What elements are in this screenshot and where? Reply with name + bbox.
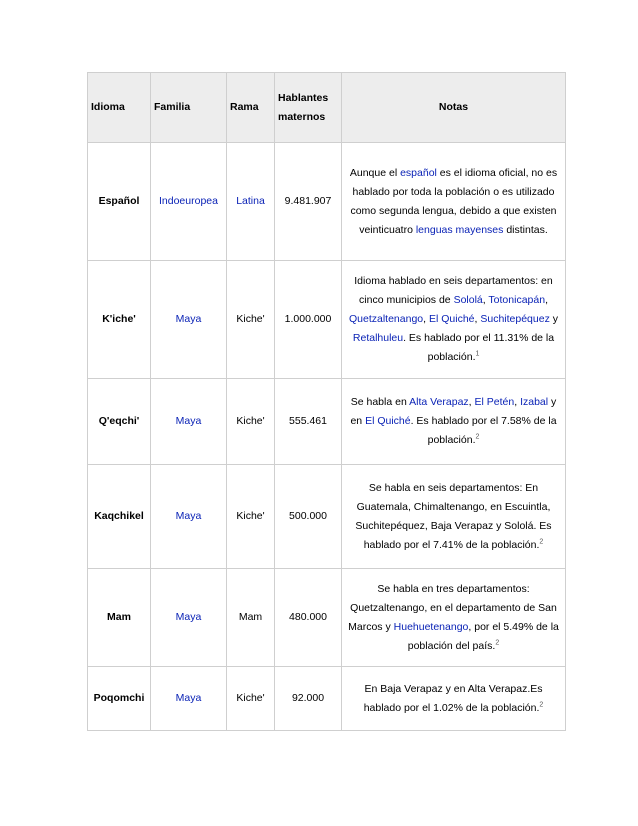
cell-idioma bbox=[88, 569, 151, 667]
note-link[interactable]: Quetzaltenango bbox=[348, 313, 424, 325]
cell-rama bbox=[227, 261, 275, 379]
cell-familia bbox=[151, 465, 227, 569]
cell-rama-text: Kiche' bbox=[236, 313, 265, 325]
note-text: Se habla en seis departamentos: En Guatemala, Chimaltenango, en Escuintla, Suchitepéquez, Baja Verapaz y Sololá. Es hablado por el 7.41% de la población. bbox=[355, 481, 552, 551]
cell-hablantes-text: 500.000 bbox=[289, 510, 327, 522]
cell-hablantes-text: 555.461 bbox=[289, 415, 327, 427]
note-text: , bbox=[423, 313, 429, 325]
note-link[interactable]: Izabal bbox=[520, 396, 549, 408]
cell-familia-text[interactable]: Maya bbox=[175, 692, 202, 704]
note-text: . Es hablado por el 7.58% de la población. bbox=[410, 415, 557, 446]
header-rama: Rama bbox=[227, 73, 275, 143]
header-idioma: Idioma bbox=[88, 73, 151, 143]
table-row bbox=[88, 569, 566, 667]
cell-notas bbox=[342, 261, 566, 379]
cell-idioma-text: K'iche' bbox=[102, 313, 136, 325]
cell-familia-text[interactable]: Maya bbox=[175, 510, 202, 522]
note-text: , bbox=[514, 396, 521, 408]
cell-idioma-text: Poqomchi bbox=[93, 692, 145, 704]
note-text: , por el 5.49% de la población del país. bbox=[407, 620, 559, 652]
cell-idioma bbox=[88, 465, 151, 569]
cell-notas bbox=[342, 465, 566, 569]
cell-notas bbox=[342, 379, 566, 465]
cell-idioma-text: Q'eqchi' bbox=[98, 415, 140, 427]
footnote-ref[interactable]: 2 bbox=[475, 433, 480, 441]
cell-hablantes bbox=[275, 143, 342, 261]
cell-rama bbox=[227, 143, 275, 261]
cell-rama-text: Kiche' bbox=[236, 692, 265, 704]
header-familia: Familia bbox=[151, 73, 227, 143]
table-row bbox=[88, 667, 566, 731]
cell-familia bbox=[151, 379, 227, 465]
note-text: , bbox=[482, 294, 489, 306]
note-link[interactable]: Sololá bbox=[453, 294, 483, 306]
cell-hablantes bbox=[275, 667, 342, 731]
cell-hablantes-text: 1.000.000 bbox=[284, 313, 332, 325]
note-link[interactable]: Totonicapán bbox=[488, 294, 546, 306]
cell-familia-text[interactable]: Maya bbox=[175, 313, 202, 325]
header-hablantes-line2: maternos bbox=[278, 110, 326, 123]
header-row bbox=[88, 73, 566, 143]
note-link[interactable]: Alta Verapaz bbox=[409, 396, 469, 408]
cell-hablantes-text: 92.000 bbox=[291, 692, 325, 704]
languages-table bbox=[87, 72, 566, 731]
cell-rama bbox=[227, 379, 275, 465]
note-link[interactable]: español bbox=[400, 166, 437, 179]
cell-rama-text: Mam bbox=[238, 611, 263, 623]
note-link[interactable]: Huehuetenango bbox=[393, 620, 469, 633]
footnote-ref[interactable]: 2 bbox=[495, 639, 500, 646]
cell-familia bbox=[151, 143, 227, 261]
cell-hablantes bbox=[275, 261, 342, 379]
cell-notas bbox=[342, 667, 566, 731]
cell-idioma-text: Mam bbox=[107, 611, 131, 623]
cell-familia bbox=[151, 667, 227, 731]
header-hablantes bbox=[275, 73, 342, 143]
cell-rama-text[interactable]: Latina bbox=[236, 195, 265, 207]
footnote-ref[interactable]: 1 bbox=[475, 350, 480, 358]
cell-notas bbox=[342, 143, 566, 261]
note-text: Se habla en tres departamentos: Quetzaltenango, en el departamento de San Marcos y bbox=[348, 582, 557, 633]
note-link[interactable]: Suchitepéquez bbox=[480, 313, 550, 325]
note-text: distintas. bbox=[503, 223, 548, 236]
cell-idioma-text: Español bbox=[98, 195, 140, 207]
cell-familia bbox=[151, 261, 227, 379]
note-link[interactable]: El Quiché bbox=[365, 415, 411, 427]
note-text: , bbox=[474, 313, 481, 325]
note-text: Idioma hablado en seis departamentos: en cinco municipios de bbox=[354, 275, 553, 306]
cell-familia bbox=[151, 569, 227, 667]
footnote-ref[interactable]: 2 bbox=[539, 701, 544, 708]
table-row bbox=[88, 143, 566, 261]
cell-familia-text[interactable]: Maya bbox=[175, 611, 202, 623]
cell-familia-text[interactable]: Maya bbox=[175, 415, 202, 427]
cell-rama bbox=[227, 569, 275, 667]
cell-hablantes-text: 9.481.907 bbox=[284, 195, 332, 207]
note-text: En Baja Verapaz y en Alta Verapaz.Es hablado por el 1.02% de la población. bbox=[363, 682, 543, 714]
note-text: Se habla en bbox=[350, 396, 410, 408]
cell-idioma bbox=[88, 379, 151, 465]
cell-hablantes-text: 480.000 bbox=[289, 611, 327, 623]
note-text: , bbox=[468, 396, 475, 408]
cell-idioma-text: Kaqchikel bbox=[94, 510, 144, 522]
cell-notas bbox=[342, 569, 566, 667]
footnote-ref[interactable]: 2 bbox=[539, 538, 544, 545]
note-text: Aunque el bbox=[349, 166, 401, 179]
note-link[interactable]: El Quiché bbox=[428, 313, 475, 325]
cell-hablantes bbox=[275, 379, 342, 465]
note-text: . Es hablado por el 11.31% de la población. bbox=[403, 332, 555, 363]
note-text: y en bbox=[350, 396, 557, 427]
cell-idioma bbox=[88, 667, 151, 731]
note-link[interactable]: Retalhuleu bbox=[352, 332, 404, 344]
note-text: es el idioma oficial, no es hablado por toda la población o es utilizado como segunda lengua, debido a que existen veinticuatro bbox=[350, 166, 558, 236]
cell-hablantes bbox=[275, 465, 342, 569]
note-link[interactable]: lenguas mayenses bbox=[415, 223, 504, 236]
note-link[interactable]: El Petén bbox=[474, 396, 515, 408]
table-row bbox=[88, 261, 566, 379]
cell-rama bbox=[227, 667, 275, 731]
cell-hablantes bbox=[275, 569, 342, 667]
header-hablantes-line1: Hablantes bbox=[278, 91, 329, 104]
note-text: y bbox=[549, 313, 559, 325]
cell-idioma bbox=[88, 261, 151, 379]
cell-rama-text: Kiche' bbox=[236, 510, 265, 522]
cell-rama bbox=[227, 465, 275, 569]
cell-familia-text[interactable]: Indoeuropea bbox=[159, 195, 218, 207]
cell-idioma bbox=[88, 143, 151, 261]
cell-rama-text: Kiche' bbox=[236, 415, 265, 427]
header-notas: Notas bbox=[342, 73, 566, 143]
note-text: , bbox=[545, 294, 548, 306]
table-row bbox=[88, 465, 566, 569]
table-row bbox=[88, 379, 566, 465]
